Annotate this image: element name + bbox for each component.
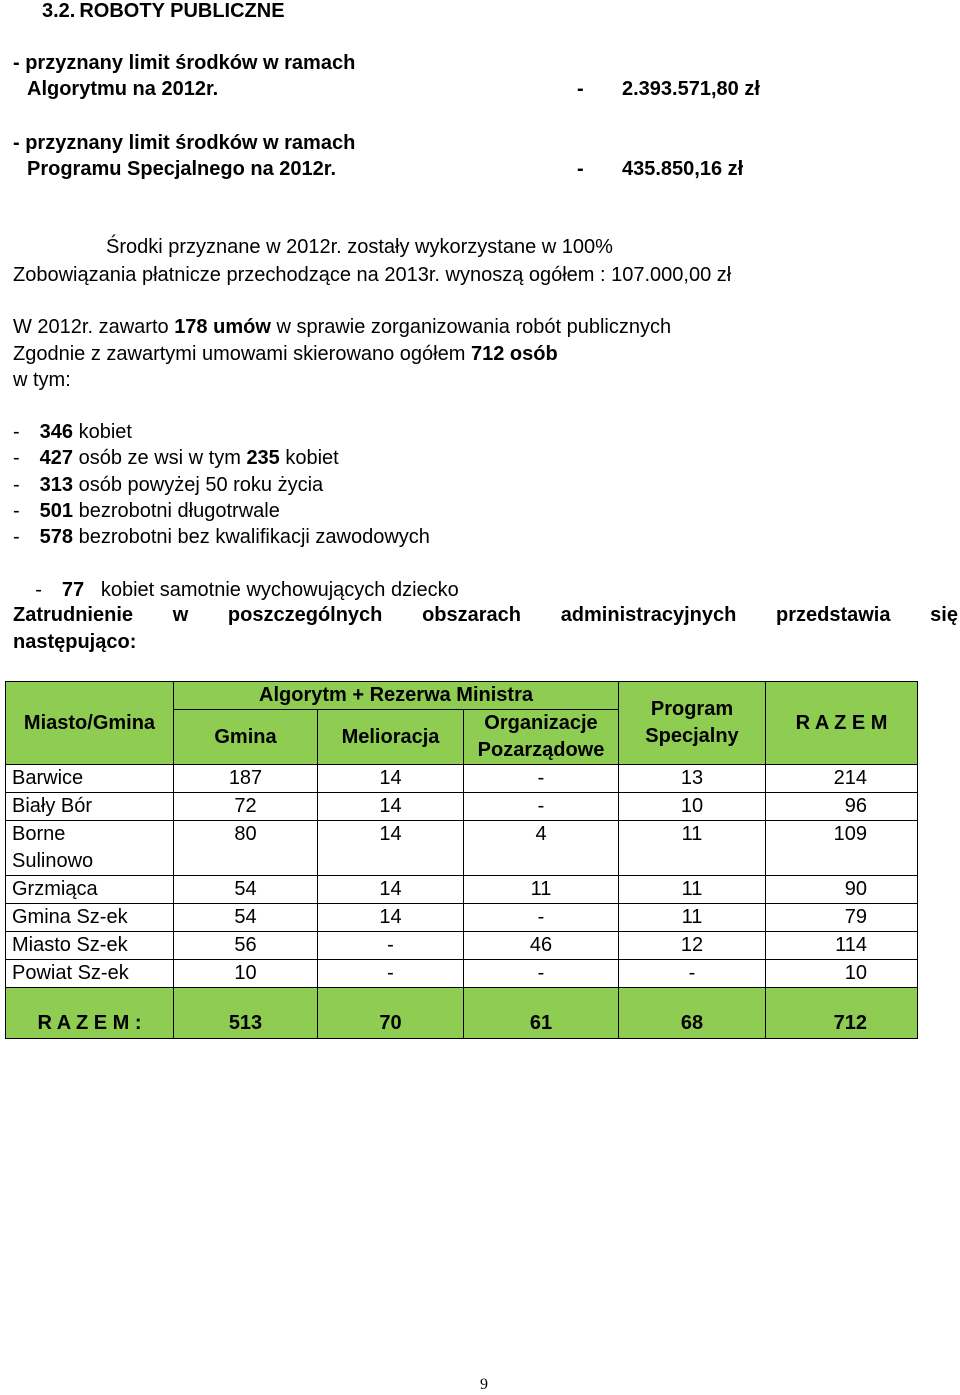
section-title: ROBOTY PUBLICZNE xyxy=(79,0,285,22)
list-dash: - xyxy=(13,500,20,522)
cell-gmina: 56 xyxy=(174,932,318,960)
section-heading xyxy=(42,0,285,24)
limit-line1: - przyznany limit środków w ramach xyxy=(13,52,356,74)
heading-word: poszczególnych xyxy=(227,604,383,626)
cell-program: 11 xyxy=(619,821,766,876)
cell-city: Gmina Sz-ek xyxy=(6,904,174,932)
list-number-2: 235 xyxy=(246,447,280,469)
cell-city: Barwice xyxy=(6,765,174,793)
cell-gmina: 72 xyxy=(174,793,318,821)
list-dash: - xyxy=(13,526,20,548)
table-row xyxy=(6,821,918,876)
cell-program: 12 xyxy=(619,932,766,960)
list-text: osób powyżej 50 roku życia xyxy=(73,474,324,496)
header-organizacje: Organizacje Pozarządowe xyxy=(464,710,619,765)
list-dash: - xyxy=(35,579,42,601)
contracts-pre: W 2012r. zawarto xyxy=(13,316,175,338)
cell-razem: 96 xyxy=(766,793,918,821)
cell-city: Powiat Sz-ek xyxy=(6,960,174,988)
cell-razem: 214 xyxy=(766,765,918,793)
cell-organizacje: 46 xyxy=(464,932,619,960)
list-number: 578 xyxy=(39,526,74,548)
limit-dash: - xyxy=(577,78,584,100)
cell-melioracja: - xyxy=(318,960,464,988)
list-item xyxy=(13,445,339,471)
table-row xyxy=(6,876,918,904)
cell-melioracja: 14 xyxy=(318,765,464,793)
employment-table xyxy=(5,681,918,1039)
cell-gmina: 187 xyxy=(174,765,318,793)
list-dash: - xyxy=(13,421,20,443)
total-gmina: 513 xyxy=(174,988,318,1039)
header-program: Program Specjalny xyxy=(619,682,766,765)
header-melioracja: Melioracja xyxy=(318,710,464,765)
cell-razem: 114 xyxy=(766,932,918,960)
cell-program: - xyxy=(619,960,766,988)
cell-program: 11 xyxy=(619,876,766,904)
cell-gmina: 54 xyxy=(174,876,318,904)
cell-razem: 90 xyxy=(766,876,918,904)
list-number: 77 xyxy=(61,579,85,601)
cell-city: Grzmiąca xyxy=(6,876,174,904)
heading-word: obszarach xyxy=(422,604,522,626)
list-item xyxy=(13,472,323,498)
cell-organizacje: - xyxy=(464,793,619,821)
list-text: bezrobotni bez kwalifikacji zawodowych xyxy=(73,526,430,548)
table-row xyxy=(6,765,918,793)
cell-melioracja: - xyxy=(318,932,464,960)
cell-melioracja: 14 xyxy=(318,904,464,932)
table-row xyxy=(6,904,918,932)
cell-organizacje: - xyxy=(464,960,619,988)
employment-heading-line2: następująco: xyxy=(13,631,137,653)
total-melioracja: 70 xyxy=(318,988,464,1039)
directed-pre: Zgodnie z zawartymi umowami skierowano ogółem xyxy=(13,343,471,365)
header-gmina: Gmina xyxy=(174,710,318,765)
cell-city: Biały Bór xyxy=(6,793,174,821)
cell-organizacje: 4 xyxy=(464,821,619,876)
cell-gmina: 10 xyxy=(174,960,318,988)
table-row xyxy=(6,960,918,988)
contracts-text xyxy=(13,314,671,340)
list-text: osób ze wsi w tym xyxy=(73,447,247,469)
total-organizacje: 61 xyxy=(464,988,619,1039)
limit-line2: Algorytmu na 2012r. xyxy=(27,78,219,100)
list-text: kobiet xyxy=(73,421,132,443)
cell-program: 10 xyxy=(619,793,766,821)
list-number: 427 xyxy=(39,447,74,469)
cell-melioracja: 14 xyxy=(318,876,464,904)
list-item xyxy=(13,524,430,550)
limit-line2: Programu Specjalnego na 2012r. xyxy=(27,158,337,180)
header-city: Miasto/Gmina xyxy=(6,682,174,765)
header-razem: R A Z E M xyxy=(766,682,918,765)
limit-amount: 435.850,16 zł xyxy=(622,158,744,180)
cell-organizacje: - xyxy=(464,765,619,793)
funds-text: Środki przyznane w 2012r. zostały wykorzystane w 100% xyxy=(106,236,613,258)
obligations-text: Zobowiązania płatnicze przechodzące na 2013r. wynoszą ogółem : 107.000,00 zł xyxy=(13,264,732,286)
list-text-2: kobiet xyxy=(279,447,339,469)
table-total-row xyxy=(6,988,918,1039)
total-program: 68 xyxy=(619,988,766,1039)
total-razem: 712 xyxy=(766,988,918,1039)
heading-word: Zatrudnienie xyxy=(13,604,134,626)
cell-razem: 79 xyxy=(766,904,918,932)
cell-razem: 10 xyxy=(766,960,918,988)
list-number: 501 xyxy=(39,500,74,522)
cell-program: 11 xyxy=(619,904,766,932)
cell-melioracja: 14 xyxy=(318,793,464,821)
contracts-count: 178 umów xyxy=(174,316,271,338)
list-text: bezrobotni długotrwale xyxy=(73,500,280,522)
heading-word: przedstawia xyxy=(775,604,891,626)
list-item xyxy=(13,419,132,445)
cell-melioracja: 14 xyxy=(318,821,464,876)
section-number: 3.2. xyxy=(42,0,76,22)
in-that-label: w tym: xyxy=(13,369,71,391)
cell-organizacje: - xyxy=(464,904,619,932)
heading-word: administracyjnych xyxy=(560,604,737,626)
list-dash: - xyxy=(13,447,20,469)
cell-organizacje: 11 xyxy=(464,876,619,904)
list-number: 313 xyxy=(39,474,74,496)
cell-razem: 109 xyxy=(766,821,918,876)
heading-word: się xyxy=(930,604,958,626)
table-row xyxy=(6,932,918,960)
limit-dash: - xyxy=(577,158,584,180)
list-number: 346 xyxy=(39,421,74,443)
list-item xyxy=(13,498,280,524)
limit-amount: 2.393.571,80 zł xyxy=(622,78,760,100)
cell-city: Miasto Sz-ek xyxy=(6,932,174,960)
table-row xyxy=(6,793,918,821)
directed-text xyxy=(13,341,558,367)
limit-line1: - przyznany limit środków w ramach xyxy=(13,132,356,154)
cell-gmina: 54 xyxy=(174,904,318,932)
list-dash: - xyxy=(13,474,20,496)
cell-program: 13 xyxy=(619,765,766,793)
list-text: kobiet samotnie wychowujących dziecko xyxy=(84,579,459,601)
contracts-post: w sprawie zorganizowania robót publicznych xyxy=(270,316,672,338)
directed-count: 712 osób xyxy=(470,343,558,365)
heading-word: w xyxy=(172,604,189,626)
header-algorithm-group: Algorytm + Rezerwa Ministra xyxy=(174,682,619,710)
total-label: R A Z E M : xyxy=(6,988,174,1039)
cell-city: Borne Sulinowo xyxy=(6,821,174,876)
cell-gmina: 80 xyxy=(174,821,318,876)
employment-heading xyxy=(13,602,958,628)
page-number: 9 xyxy=(480,1376,488,1393)
